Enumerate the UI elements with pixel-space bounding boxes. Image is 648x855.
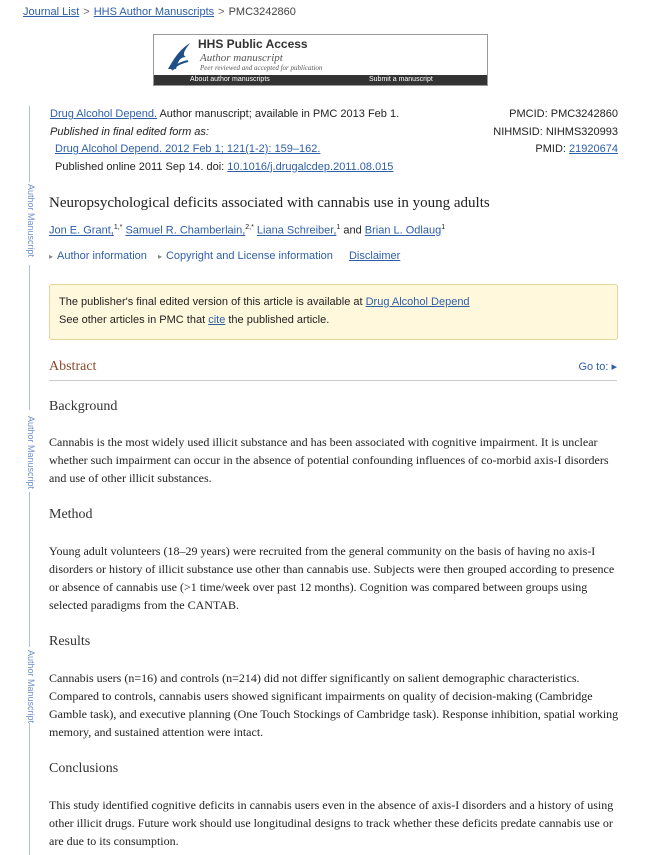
banner-subtitle: Author manuscript [200,52,283,64]
pmid-link[interactable]: 21920674 [569,143,618,155]
cite-link[interactable]: cite [208,314,226,326]
author-affiliation: 2,* [245,224,254,231]
author-list [49,224,445,237]
side-rule [29,265,30,410]
author-link[interactable]: Liana Schreiber, [256,224,337,237]
section-text-conclusions: This study identified cognitive deficits in cannabis users even in the absence of axis-I disorders and a history of using other illicit drugs. Future work should use longitudinal designs to track whether these deficits predate cannabis use or are due to its consumption. [49,798,614,848]
notice-text: The publisher's final edited version of this article is available at [59,296,366,308]
doi-link[interactable]: 10.1016/j.drugalcdep.2011.08.015 [227,160,394,173]
section-heading-method: Method [49,507,93,522]
section-text-results: Cannabis users (n=16) and controls (n=214) did not differ significantly on salient demographic characteristics. Compared to controls, cannabis users showed significant impairments on quality of decision-making (Cambridge Gamble task), and executive planning (One Touch Stockings of Cambridge task). Response inhibition, spatial working memory, and sustained attention were intact. [49,671,619,739]
pmcid: PMCID: PMC3242860 [509,108,618,120]
section-heading-background: Background [49,399,118,414]
notice-text: the published article. [225,314,330,326]
abstract-heading: Abstract [49,359,97,374]
banner-title: HHS Public Access [198,37,308,51]
publisher-version-link[interactable]: Drug Alcohol Depend [365,296,470,308]
author-affiliation: 1 [441,224,446,231]
published-online: Published online 2011 Sep 14. doi: [55,160,228,173]
pmid-label: PMID: [535,143,570,155]
section-text-background: Cannabis is the most widely used illicit substance and has been associated with cognitive impairment. It is unclear whether such impairment can occur in the absence of potential confounding influences of co-morbid axis-I disorders and use of other illicit substances. [49,435,609,485]
hhs-eagle-logo [164,39,194,73]
author-affiliation: 1 [336,224,341,231]
breadcrumb-current: PMC3242860 [228,6,296,18]
author-affiliation: 1,* [113,224,123,231]
side-rule [29,492,30,647]
banner-link-bar [154,75,487,85]
section-heading-conclusions: Conclusions [49,761,119,776]
section-text-method: Young adult volunteers (18–29 years) were recruited from the general community on the basis of having no axis-I disorders or history of illicit substance use other than cannabis use. Subjects were then grouped according to presence or absence of cannabis use (>1 time/week over past 12 months). Cognition was compared between groups using selected paradigms from the CANTAB. [49,544,615,612]
info-links [49,250,400,262]
authors-and: and [340,224,365,237]
banner-tagline: Peer reviewed and accepted for publication [200,64,323,72]
final-form-link[interactable]: Drug Alcohol Depend. 2012 Feb 1; 121(1-2): 159–162. [55,143,321,155]
author-link[interactable]: Brian L. Odlaug [364,224,442,237]
about-author-manuscripts-link[interactable]: About author manuscripts [190,76,270,83]
author-link[interactable]: Samuel R. Chamberlain, [125,224,246,237]
breadcrumb [23,6,296,18]
breadcrumb-separator: > [218,6,225,18]
submit-manuscript-link[interactable]: Submit a manuscript [369,76,433,83]
citation-block [50,106,399,176]
side-rule [29,723,30,855]
author-manuscript-side-label: Author Manuscript [26,650,36,724]
author-information-toggle[interactable]: Author information [57,250,147,262]
nihmsid: NIHMSID: NIHMS320993 [493,125,618,138]
author-manuscript-side-label: Author Manuscript [26,416,36,490]
breadcrumb-hhs-manuscripts[interactable]: HHS Author Manuscripts [93,6,215,18]
expand-triangle-icon: ▸ [157,252,162,261]
copyright-license-toggle[interactable]: Copyright and License information [165,250,333,262]
hhs-public-access-banner [153,34,488,86]
author-manuscript-side-label: Author Manuscript [26,184,36,258]
author-link[interactable]: Jon E. Grant, [49,224,114,237]
disclaimer-link[interactable]: Disclaimer [348,250,401,262]
article-ids [493,106,618,159]
notice-text: See other articles in PMC that [59,314,209,326]
expand-triangle-icon: ▸ [49,252,54,261]
publisher-notice [49,284,618,340]
side-rule [29,106,30,182]
final-form-label: Published in final edited form as: [50,125,209,138]
section-heading-results: Results [49,634,91,649]
breadcrumb-journal-list[interactable]: Journal List [23,6,80,18]
abstract-divider [49,380,617,381]
goto-menu-button[interactable]: Go to: ▸ [578,361,617,373]
article-title: Neuropsychological deficits associated with cannabis use in young adults [49,195,490,211]
breadcrumb-separator: > [83,6,90,18]
manuscript-status: Author manuscript; available in PMC 2013 Feb 1. [157,108,400,120]
journal-link[interactable]: Drug Alcohol Depend. [50,108,158,120]
